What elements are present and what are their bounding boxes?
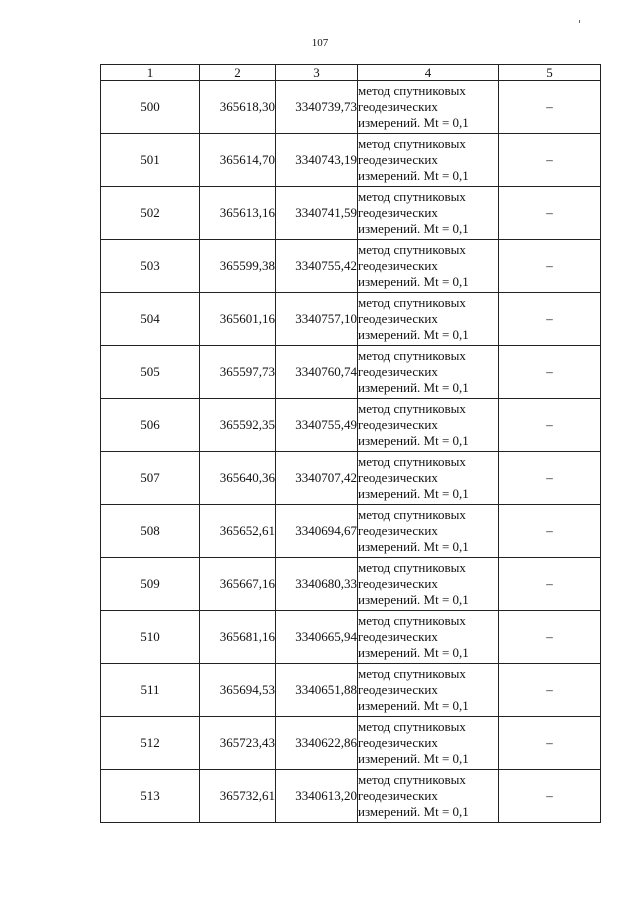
method-line: геодезических [358, 417, 438, 432]
header-col-2: 2 [200, 65, 276, 81]
method-description [358, 664, 499, 717]
table-row [101, 611, 601, 664]
point-number: 509 [101, 558, 200, 611]
point-number: 501 [101, 134, 200, 187]
header-col-5: 5 [499, 65, 601, 81]
method-line: метод спутниковых [358, 507, 466, 522]
method-description [358, 240, 499, 293]
table-row [101, 346, 601, 399]
method-description [358, 346, 499, 399]
note-dash: – [499, 399, 601, 452]
table-row [101, 134, 601, 187]
point-number: 513 [101, 770, 200, 823]
method-line: метод спутниковых [358, 401, 466, 416]
method-line: измерений. Mt = 0,1 [358, 645, 469, 660]
note-dash: – [499, 346, 601, 399]
method-line: геодезических [358, 629, 438, 644]
method-line: измерений. Mt = 0,1 [358, 327, 469, 342]
header-col-3: 3 [276, 65, 358, 81]
method-line: метод спутниковых [358, 348, 466, 363]
method-line: метод спутниковых [358, 242, 466, 257]
table-row [101, 81, 601, 134]
method-line: геодезических [358, 311, 438, 326]
coordinate-y: 3340622,86 [276, 717, 358, 770]
table-body [101, 81, 601, 823]
method-description [358, 81, 499, 134]
coordinate-y: 3340613,20 [276, 770, 358, 823]
coordinate-x: 365681,16 [200, 611, 276, 664]
method-line: метод спутниковых [358, 772, 466, 787]
point-number: 510 [101, 611, 200, 664]
coordinate-y: 3340743,19 [276, 134, 358, 187]
note-dash: – [499, 293, 601, 346]
table-row [101, 717, 601, 770]
method-line: геодезических [358, 682, 438, 697]
method-line: метод спутниковых [358, 613, 466, 628]
table-row [101, 505, 601, 558]
table-row [101, 293, 601, 346]
method-line: геодезических [358, 99, 438, 114]
coordinate-x: 365694,53 [200, 664, 276, 717]
method-description [358, 558, 499, 611]
point-number: 506 [101, 399, 200, 452]
note-dash: – [499, 505, 601, 558]
method-description [358, 505, 499, 558]
method-line: геодезических [358, 152, 438, 167]
coordinate-x: 365723,43 [200, 717, 276, 770]
coordinate-y: 3340651,88 [276, 664, 358, 717]
point-number: 507 [101, 452, 200, 505]
table-header [101, 65, 601, 81]
method-line: измерений. Mt = 0,1 [358, 274, 469, 289]
coordinate-x: 365613,16 [200, 187, 276, 240]
coordinate-y: 3340707,42 [276, 452, 358, 505]
note-dash: – [499, 664, 601, 717]
method-line: геодезических [358, 523, 438, 538]
method-line: измерений. Mt = 0,1 [358, 168, 469, 183]
method-description [358, 399, 499, 452]
method-line: измерений. Mt = 0,1 [358, 698, 469, 713]
point-number: 500 [101, 81, 200, 134]
method-description [358, 134, 499, 187]
point-number: 508 [101, 505, 200, 558]
header-col-1: 1 [101, 65, 200, 81]
method-line: метод спутниковых [358, 454, 466, 469]
header-col-4: 4 [358, 65, 499, 81]
coordinate-y: 3340755,49 [276, 399, 358, 452]
method-line: измерений. Mt = 0,1 [358, 486, 469, 501]
method-line: геодезических [358, 364, 438, 379]
note-dash: – [499, 187, 601, 240]
method-description [358, 611, 499, 664]
method-description [358, 187, 499, 240]
point-number: 512 [101, 717, 200, 770]
method-line: измерений. Mt = 0,1 [358, 433, 469, 448]
point-number: 511 [101, 664, 200, 717]
table-row [101, 399, 601, 452]
method-line: метод спутниковых [358, 83, 466, 98]
coordinate-y: 3340741,59 [276, 187, 358, 240]
coordinate-y: 3340755,42 [276, 240, 358, 293]
method-line: метод спутниковых [358, 719, 466, 734]
note-dash: – [499, 770, 601, 823]
point-number: 502 [101, 187, 200, 240]
note-dash: – [499, 134, 601, 187]
note-dash: – [499, 81, 601, 134]
note-dash: – [499, 558, 601, 611]
method-line: метод спутниковых [358, 189, 466, 204]
coordinate-x: 365618,30 [200, 81, 276, 134]
coordinate-x: 365732,61 [200, 770, 276, 823]
coordinate-y: 3340760,74 [276, 346, 358, 399]
note-dash: – [499, 717, 601, 770]
method-line: геодезических [358, 205, 438, 220]
coordinate-y: 3340665,94 [276, 611, 358, 664]
table-row [101, 187, 601, 240]
method-description [358, 770, 499, 823]
table-row [101, 240, 601, 293]
coordinate-x: 365599,38 [200, 240, 276, 293]
method-description [358, 717, 499, 770]
table-row [101, 558, 601, 611]
note-dash: – [499, 240, 601, 293]
scan-speck [579, 20, 580, 23]
point-number: 504 [101, 293, 200, 346]
coordinate-x: 365597,73 [200, 346, 276, 399]
coordinate-x: 365640,36 [200, 452, 276, 505]
coordinate-y: 3340739,73 [276, 81, 358, 134]
note-dash: – [499, 452, 601, 505]
method-line: измерений. Mt = 0,1 [358, 592, 469, 607]
method-line: измерений. Mt = 0,1 [358, 539, 469, 554]
coordinate-y: 3340757,10 [276, 293, 358, 346]
table-row [101, 452, 601, 505]
method-line: измерений. Mt = 0,1 [358, 804, 469, 819]
note-dash: – [499, 611, 601, 664]
coordinate-x: 365592,35 [200, 399, 276, 452]
method-line: геодезических [358, 258, 438, 273]
method-line: измерений. Mt = 0,1 [358, 221, 469, 236]
method-line: измерений. Mt = 0,1 [358, 115, 469, 130]
coordinate-x: 365667,16 [200, 558, 276, 611]
method-description [358, 293, 499, 346]
method-line: измерений. Mt = 0,1 [358, 380, 469, 395]
method-line: геодезических [358, 576, 438, 591]
coordinate-x: 365652,61 [200, 505, 276, 558]
method-line: метод спутниковых [358, 560, 466, 575]
point-number: 505 [101, 346, 200, 399]
method-line: метод спутниковых [358, 295, 466, 310]
method-line: геодезических [358, 470, 438, 485]
method-line: метод спутниковых [358, 136, 466, 151]
coordinates-table [100, 64, 601, 823]
method-line: геодезических [358, 788, 438, 803]
page-number: 107 [311, 37, 329, 49]
coordinate-x: 365614,70 [200, 134, 276, 187]
coordinate-y: 3340694,67 [276, 505, 358, 558]
header-row [101, 65, 601, 81]
table-row [101, 770, 601, 823]
table-row [101, 664, 601, 717]
coordinate-x: 365601,16 [200, 293, 276, 346]
method-line: геодезических [358, 735, 438, 750]
method-description [358, 452, 499, 505]
coordinate-y: 3340680,33 [276, 558, 358, 611]
method-line: измерений. Mt = 0,1 [358, 751, 469, 766]
method-line: метод спутниковых [358, 666, 466, 681]
point-number: 503 [101, 240, 200, 293]
